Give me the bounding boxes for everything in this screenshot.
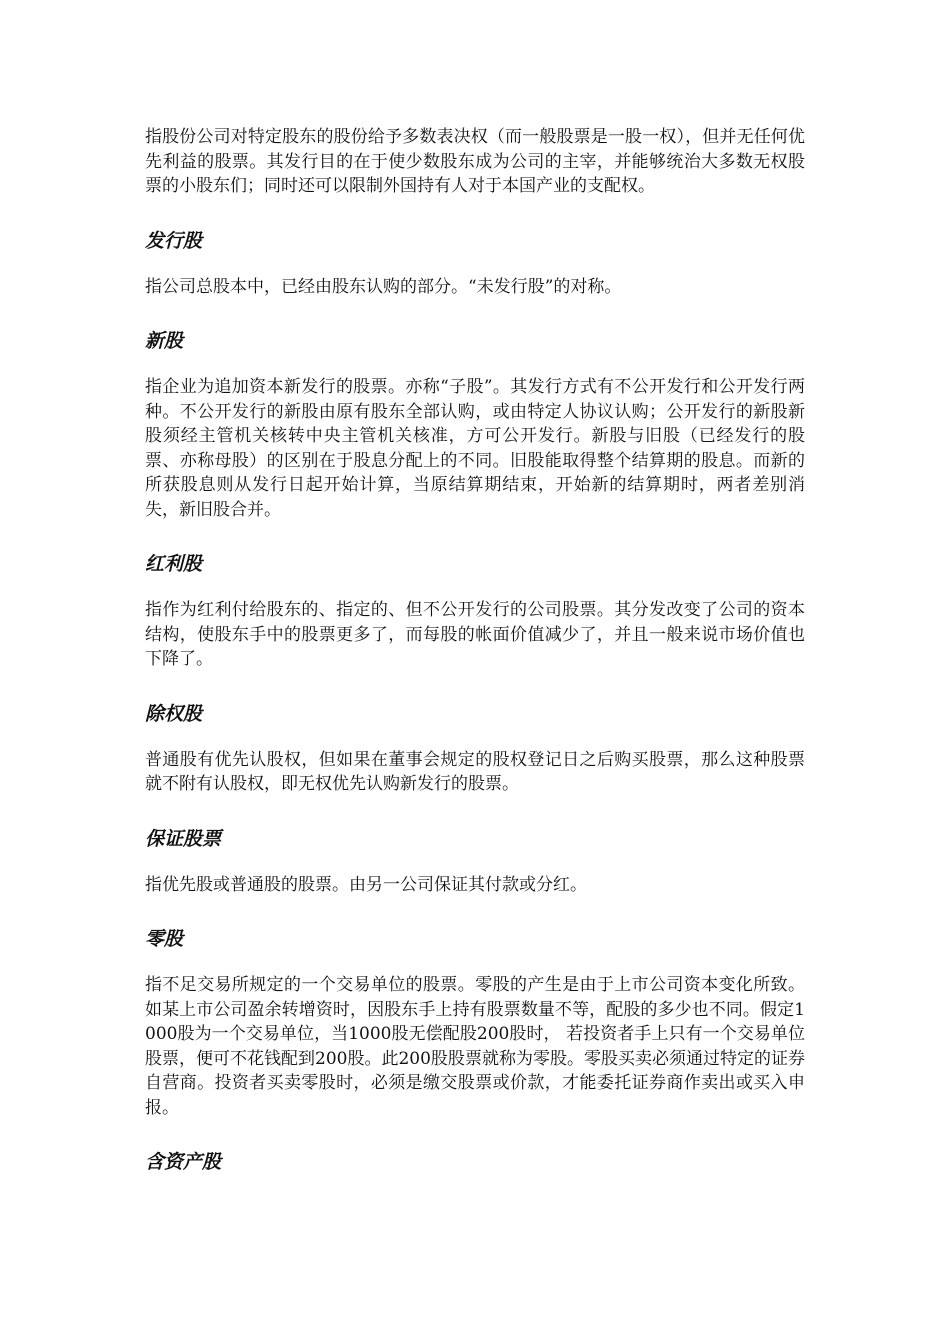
intro-paragraph: 指股份公司对特定股东的股份给予多数表决权（而一般股票是一股一权），但并无任何优先利益的股票。其发行目的在于使少数股东成为公司的主宰，并能够统治大多数无权股票的小股东们；同时还可以限制外国持有人对于本国产业的支配权。	[145, 127, 805, 196]
section-body-guaranteed-stock: 指优先股或普通股的股票。由另一公司保证其付款或分红。	[145, 874, 587, 895]
section-heading-odd-lot: 零股	[145, 928, 184, 950]
document-page	[145, 125, 805, 1175]
section-body-ex-rights-shares: 普通股有优先认股权，但如果在董事会规定的股权登记日之后购买股票，那么这种股票就不附有认股权，即无权优先认购新发行的股票。	[145, 749, 805, 794]
section-body-odd-lot: 指不足交易所规定的一个交易单位的股票。零股的产生是由于上市公司资本变化所致。如某上市公司盈余转增资时，因股东手上持有股票数量不等，配股的多少也不同。假定1000股为一个交易单位，当1000股无偿配股200股时， 若投资者手上只有一个交易单位股票，便可不花钱配到200股。此200股股票就称为零股。零股买卖必须通过特定的证券自营商。投资者买卖零股时，必须是缴交股票或价款，才能委托证券商作卖出或买入申报。	[145, 975, 805, 1118]
section-heading-issued-shares: 发行股	[145, 229, 203, 252]
section-heading-new-shares: 新股	[145, 330, 184, 352]
section-body-new-shares: 指企业为追加资本新发行的股票。亦称“子股”。其发行方式有不公开发行和公开发行两种。不公开发行的新股由原有股东全部认购，或由特定人协议认购；公开发行的新股新股须经主管机关核转中央主管机关核准，方可公开发行。新股与旧股（已经发行的股票、亦称母股）的区别在于股息分配上的不同。旧股能取得整个结算期的股息。而新的所获股息则从发行日起开始计算，当原结算期结束，开始新的结算期时，两者差别消失，新旧股合并。	[145, 377, 805, 520]
section-heading-asset-shares: 含资产股	[145, 1151, 222, 1173]
section-body-issued-shares: 指公司总股本中，已经由股东认购的部分。“未发行股”的对称。	[145, 276, 622, 297]
section-heading-ex-rights-shares: 除权股	[145, 702, 203, 725]
section-heading-guaranteed-stock: 保证股票	[145, 827, 222, 850]
section-body-bonus-shares: 指作为红利付给股东的、指定的、但不公开发行的公司股票。其分发改变了公司的资本结构，使股东手中的股票更多了，而每股的帐面价值减少了，并且一般来说市场价值也下降了。	[145, 600, 805, 669]
section-heading-bonus-shares: 红利股	[145, 553, 203, 575]
